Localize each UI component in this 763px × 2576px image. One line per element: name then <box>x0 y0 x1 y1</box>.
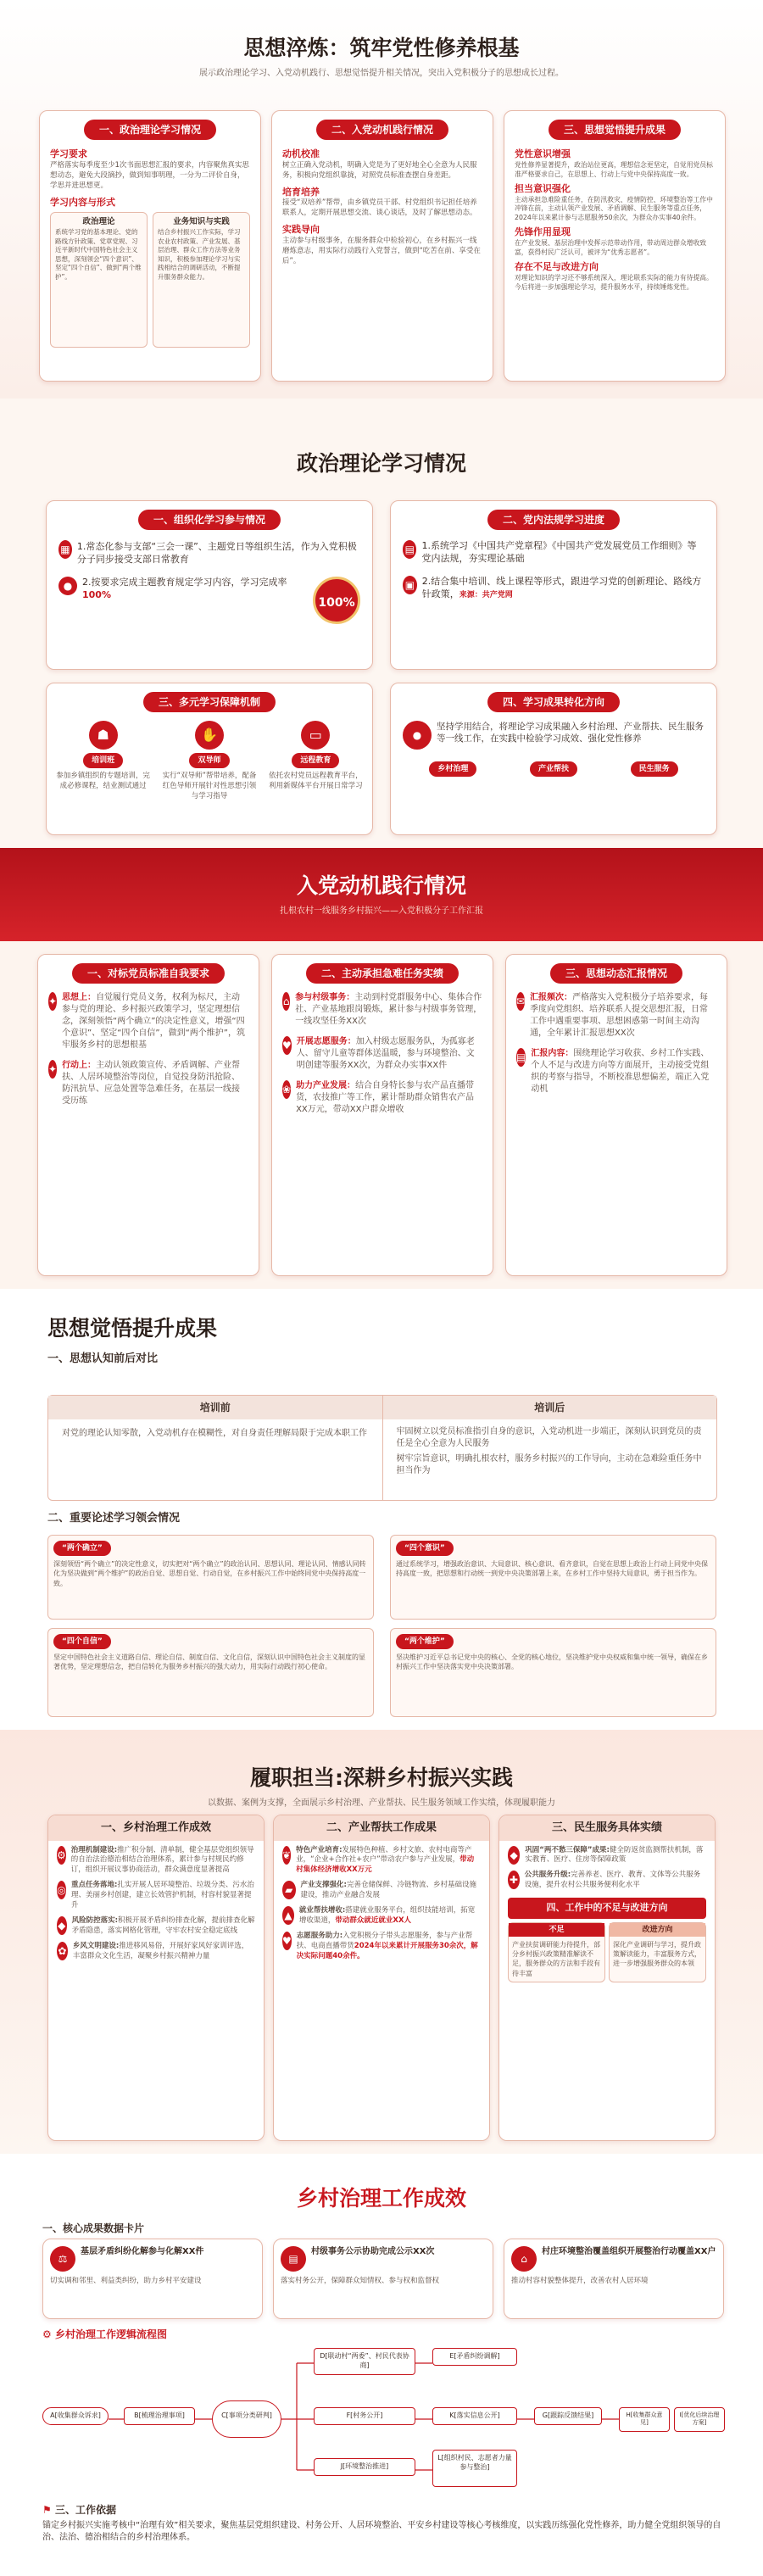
training-icon: ☗ <box>89 721 118 750</box>
training-text: 参加乡镇组织的专题培训，完成必修课程，结业测试通过 <box>56 772 150 791</box>
section4-title: 思想觉悟提升成果 <box>47 1316 218 1341</box>
law-study-source: 来源：共产党网 <box>459 590 513 599</box>
awareness-card <box>504 110 726 382</box>
motive-a-text: 树立正确入党动机，明确入党是为了更好地全心全意为人民服务，积极向党组织靠拢，对照党员标准查摆自身差距。 <box>282 160 477 180</box>
study-req-text: 严格落实每季度至少1次书面思想汇报的要求，内容聚焦真实思想动态，避免大段摘抄，做到知事明理，一分为二评价自身，学思并进思想更。 <box>50 160 249 190</box>
section6-title: 乡村治理工作成效 <box>296 2186 466 2211</box>
truck-icon: ▰ <box>282 1881 296 1899</box>
volunteer-icon: ♥ <box>282 1036 292 1055</box>
motive-b-text: 接受“双培养”帮带，由乡镇党员干部、村党组织书记担任培养联系人，定期开展思想交流、谈心谈话，及时了解思想动态。 <box>282 198 477 218</box>
industry-card-title: 二、产业帮扶工作成果 <box>326 1821 437 1834</box>
content-label: 汇报内容： <box>531 1049 574 1058</box>
law-study-i1: 1.系统学习《中国共产党章程》《中国共产党发展党员工作细则》等党内法规，夯实理论基础 <box>421 540 697 564</box>
aw-d-text: 对理论知识的学习还不够系统深入，理论联系实际的能力有待提高。今后将进一步加强理论学习，提升服务水平，持续锤炼党性。 <box>515 273 713 291</box>
kpi-1-text: 切实调和邻里、利益类纠纷，助力乡村平安建设 <box>50 2277 202 2285</box>
flow-node-f: F[村务公开] <box>314 2407 415 2425</box>
industry-text: 结合自身特长参与农产品直播带货，农技推广等工作，累计帮助群众销售农产品XX万元，带动XX户群众增收 <box>296 1081 475 1114</box>
tag-livelihood: 民生服务 <box>631 761 678 777</box>
study-req-title: 学习要求 <box>50 148 87 159</box>
law-study-i2: 2.结合集中培训、线上课程等形式，跟进学习党的创新理论、路线方针政策， <box>421 575 702 599</box>
thought-text: 自觉履行党员义务，权利为标尺，主动参与党的理论、乡村振兴政策学习，坚定理想信念，深刻领悟“两个确立”的决定性意义，增强“四个意识”、坚定“四个自信”，做到“两个维护”，筑牢服务乡村的思想根基 <box>62 993 245 1050</box>
village-text: 主动到村党群服务中心、集体合作社、产业基地跟岗锻炼，累计参与村级事务管理，一线攻坚任务XX次 <box>295 993 482 1026</box>
ind-i3-text: 搭建就业服务平台，组织技能培训，拓宽增收渠道， <box>298 1906 476 1925</box>
section3-subtitle: 扎根农村一线服务乡村振兴——入党积极分子工作汇报 <box>280 906 483 916</box>
tasks-title: 二、主动承担急难任务实绩 <box>306 963 459 984</box>
aw-b-title: 担当意识强化 <box>515 182 571 194</box>
report-icon: ▤ <box>516 1048 526 1067</box>
law-study-title: 二、党内法规学习进度 <box>487 510 620 530</box>
standard-card <box>37 954 259 1276</box>
lh-i2-label: 公共服务升级: <box>524 1871 571 1880</box>
lh-i1-label: 巩固“两不愁三保障”成果: <box>525 1845 610 1854</box>
flow-node-g: G[跟踪反馈结果] <box>534 2407 602 2425</box>
q4-text: 坚决维护习近平总书记党中央的核心、全党的核心地位，坚决维护党中央权威和集中统一领导，确保在乡村振兴工作中坚决落实党中央决策部署。 <box>396 1653 708 1671</box>
q3-title: “四个自信” <box>53 1634 111 1649</box>
flow-node-c: C[事项分类研判] <box>212 2400 281 2438</box>
after-header: 培训后 <box>383 1396 717 1419</box>
tag-governance: 乡村治理 <box>429 761 476 777</box>
notice-icon: ▤ <box>281 2246 306 2272</box>
kpi-card-2 <box>273 2239 493 2319</box>
aw-a-title: 党性意识增强 <box>515 148 571 159</box>
flow-node-b: B[梳理治理事项] <box>124 2407 195 2425</box>
governance-card <box>47 1815 265 2141</box>
org-study-i2: 2.按要求完成主题教育规定学习内容，学习完成率 <box>82 576 287 588</box>
kpi-2-title: 村级事务公示协助完成公示XX次 <box>311 2247 435 2256</box>
q2-title: “四个意识” <box>396 1541 454 1556</box>
q1-title: “两个确立” <box>53 1541 111 1556</box>
compare-heading: 一、思想认知前后对比 <box>47 1352 159 1365</box>
village-label: 参与村级事务： <box>295 993 355 1002</box>
flow-node-a: A[收集群众诉求] <box>42 2407 109 2425</box>
politics-title: 政治理论 <box>82 217 115 227</box>
transform-text: 坚持学用结合，将理论学习成果融入乡村治理、产业帮扶、民生服务等一线工作，在实践中检验学习成效、强化党性修养 <box>437 722 704 744</box>
gov-i2-text: 扎实开展人居环境整治、垃圾分类、污水治理、美丽乡村创建，建立长效管护机制，村容村貌显著提升 <box>70 1881 254 1910</box>
gov-i3-text: 积极开展矛盾纠纷排查化解，提前排查化解矛盾隐患，落实网格化管理，守牢农村安全稳定底线 <box>71 1915 255 1935</box>
flow-heading: ⚙ 乡村治理工作逻辑流程图 <box>42 2328 167 2340</box>
motive-a-title: 动机校准 <box>282 148 320 159</box>
action-label: 行动上： <box>62 1061 97 1070</box>
study-content-title: 学习内容与形式 <box>50 196 115 208</box>
gov-i4-label: 乡风文明建设: <box>72 1941 120 1950</box>
flow-node-i: I[优化后续治理方案] <box>674 2407 725 2432</box>
theory-card-title: 一、政治理论学习情况 <box>84 120 216 140</box>
shortcoming-heading: 四、工作中的不足与改进方向 <box>508 1898 706 1919</box>
business-title: 业务知识与实践 <box>173 217 230 227</box>
q4-title: “两个维护” <box>396 1634 454 1649</box>
flowchart <box>42 2345 725 2493</box>
org-study-rate: 100% <box>82 588 111 600</box>
section5-title: 履职担当:深耕乡村振兴实践 <box>250 1765 513 1790</box>
group-icon: ● <box>403 721 432 750</box>
flow-node-j: J[环境整治推进] <box>314 2458 415 2476</box>
governance-title: 一、乡村治理工作成效 <box>100 1821 211 1834</box>
section-duty <box>0 1730 763 2154</box>
shield-icon: ◆ <box>57 1916 67 1935</box>
livelihood-card <box>498 1815 716 2141</box>
motive-b-title: 培育培养 <box>282 186 320 198</box>
politics-text: 系统学习党的基本理论、党的路线方针政策、党章党规、习近平新时代中国特色社会主义思想，深刻领会“四个意识”、坚定“四个自信”、做到“两个维护”。 <box>55 228 142 281</box>
motive-c-text: 主动参与村级事务，在服务群众中检验初心，在乡村振兴一线磨炼意志，用实际行动践行入党誓言，做到“吃苦在前、享受在后”。 <box>282 237 481 265</box>
org-study-card <box>46 500 373 670</box>
shortcoming-label: 不足 <box>509 1923 604 1937</box>
law-study-card <box>390 500 717 670</box>
industry-card <box>273 1815 490 2141</box>
gov-i2-label: 重点任务落地: <box>70 1881 118 1890</box>
thought-label: 思想上： <box>62 993 97 1002</box>
motive-card-title: 二、入党动机践行情况 <box>316 120 448 140</box>
gov-i1-text: 推广积分制、清单制，健全基层党组织领导的自治法治德治相结合治理体系，累计参与村规民约修订，组织开展议事协商活动，群众满意度显著提高 <box>70 1845 254 1875</box>
section-governance <box>0 2154 763 2576</box>
improve-label: 改进方向 <box>610 1923 705 1937</box>
flow-node-l: L[组织村民、志愿者力量参与整治] <box>432 2450 517 2487</box>
discourse-heading: 二、重要论述学习领会情况 <box>47 1512 181 1525</box>
ind-i2-text: 完善仓储保鲜、冷链物流、乡村基础设施建设，推动产业融合发展 <box>300 1881 476 1900</box>
lh-i1-text: 健全防返贫监测帮扶机制，落实教育、医疗、住房等保障政策 <box>525 1845 704 1865</box>
plant-icon: ❦ <box>282 1846 291 1865</box>
aw-b-text: 主动承担急难险重任务，在防汛救灾、疫情防控、环境整治等工作中冲锋在前，主动认领产业发展、矛盾调解、民生服务等重点任务，2024年以来累计参与志愿服务50余次，为群众办实事40余件。 <box>515 195 713 222</box>
kpi-card-1 <box>42 2239 263 2319</box>
gavel-icon: ⚖ <box>50 2246 75 2272</box>
ind-i1-result: 带动村集体经济增收XX万元 <box>296 1855 475 1875</box>
thought-icon: ✦ <box>48 992 57 1011</box>
motive-card <box>271 110 493 382</box>
ind-i4-label: 志愿服务助力: <box>296 1931 343 1940</box>
org-study-i1: 1.常态化参与支部“三会一课”、主题党日等组织生活，作为入党积极分子同步接受支部日常教育 <box>76 541 357 566</box>
calendar-icon: ▦ <box>58 540 72 559</box>
flow-node-k: K[落实信息公开] <box>432 2407 517 2425</box>
completion-badge: 100% <box>313 577 360 624</box>
before-text: 对党的理论认知零散，入党动机存在模糊性，对自身责任理解局限于完成本职工作 <box>62 1429 367 1439</box>
people-icon: ● <box>58 577 77 595</box>
ind-i4-text: 入党积极分子带头志愿服务，参与产业帮扶、电商直播带货 <box>296 1931 473 1950</box>
section-thought <box>0 0 763 399</box>
volunteer-label: 开展志愿服务： <box>296 1037 356 1046</box>
tasks-card <box>271 954 493 1276</box>
kpi-card-3 <box>504 2239 724 2319</box>
livelihood-title: 三、民生服务具体实绩 <box>551 1821 662 1834</box>
guarantee-card <box>46 683 373 835</box>
ind-i1-text: 发展特色种植、乡村文旅、农村电商等产业，“企业+合作社+农户”带动农户参与产业发展， <box>296 1845 472 1865</box>
awareness-card-title: 三、思想觉悟提升成果 <box>549 120 681 140</box>
q1-card <box>47 1535 374 1620</box>
report-title: 三、思想动态汇报情况 <box>550 963 682 984</box>
industry-label: 助力产业发展： <box>296 1081 356 1090</box>
tag-remote: 远程教育 <box>292 753 339 768</box>
gov-i1-label: 治理机制建设: <box>70 1845 118 1854</box>
motive-c-title: 实践导向 <box>282 224 320 236</box>
house-icon: ⌂ <box>511 2246 537 2272</box>
flow-node-h: H[收集群众意见] <box>619 2407 670 2432</box>
after-text-1: 牢固树立以党员标准指引自身的意识，入党动机进一步端正，深刻认识到党员的责任是全心全意为人民服务 <box>396 1427 702 1449</box>
after-text-2: 树牢宗旨意识，明确扎根农村，服务乡村振兴的工作导向，主动在急难险重任务中担当作为 <box>396 1454 702 1476</box>
document-icon: ▣ <box>403 576 417 594</box>
shortcoming-text: 产业扶贫调研能力待提升，部分乡村振兴政策精准解读不足，服务群众的方法和手段有待丰富 <box>512 1941 600 1977</box>
flag-icon: ⚑ <box>42 2504 55 2516</box>
content-text: 围绕理论学习收获、乡村工作实践、个人不足与改进方向等方面展开，主动接受党组织的考察与指导，不断校准思想偏差，端正入党动机 <box>531 1049 710 1094</box>
guarantee-title: 三、多元学习保障机制 <box>143 692 276 712</box>
ind-i3-label: 就业帮扶增收: <box>298 1906 346 1915</box>
section1-subtitle: 展示政治理论学习、入党动机践行、思想觉悟提升相关情况，突出入党积极分子的思想成长过程。 <box>199 68 564 78</box>
business-text: 结合乡村振兴工作实际，学习农业农村政策、产业发展、基层治理、群众工作方法等业务知识，积极参加理论学习与实践相结合的调研活动，不断提升服务群众能力。 <box>158 228 241 281</box>
aw-c-text: 在产业发展、基层治理中发挥示范带动作用，带动周边群众增收致富，获得村民广泛认可，被评为“优秀志愿者”。 <box>515 239 707 256</box>
tag-training: 培训班 <box>83 753 123 768</box>
job-icon: ▲ <box>282 1906 294 1925</box>
section-motive <box>0 848 763 1289</box>
kpi-3-title: 村庄环境整治覆盖组织开展整治行动覆盖XX户 <box>542 2247 716 2256</box>
kpi-3-text: 推动村容村貌整体提升，改善农村人居环境 <box>511 2277 649 2285</box>
section5-subtitle: 以数据、案例为支撑，全面展示乡村治理、产业帮扶、民生服务领域工作实绩，体现履职能力 <box>208 1798 555 1808</box>
report-card <box>505 954 727 1276</box>
flow-node-d: D[联动村“两委”、村民代表协商] <box>314 2348 415 2375</box>
aw-a-text: 党性修养显著提升，政治站位更高，理想信念更坚定，自觉用党员标准严格要求自己，在思想上、行动上与党中央保持高度一致。 <box>515 160 713 178</box>
basis-text: 锚定乡村振兴实施考核中“治理有效”相关要求，聚焦基层党组织建设、村务公开、人居环境整治、平安乡村建设等核心考核维度，以实践历练强化党性修养，助力健全党组织领导的自治、法治、德治相结合的乡村治理体系。 <box>42 2521 721 2542</box>
theory-card <box>39 110 261 382</box>
village-icon: ⌂ <box>282 992 290 1011</box>
ind-i4-result: 2024年以来累计开展服务30余次，解决实际问题40余件。 <box>296 1941 478 1960</box>
target-icon: ◎ <box>57 1881 66 1899</box>
q3-card <box>47 1628 374 1717</box>
aw-c-title: 先锋作用显现 <box>515 226 571 238</box>
flow-gear-icon: ⚙ <box>42 2328 55 2340</box>
industry-icon: ❀ <box>282 1080 291 1099</box>
transform-card <box>390 683 717 835</box>
q2-card <box>390 1535 716 1620</box>
freq-text: 严格落实入党积极分子培养要求，每季度向党组织、培养联系人提交思想汇报，日常工作中遇重要事项、思想困惑第一时间主动沟通，全年累计汇报思想XX次 <box>530 993 709 1038</box>
section2-title: 政治理论学习情况 <box>296 451 466 476</box>
mechanism-icon: ⚙ <box>57 1846 66 1865</box>
mentor-text: 实行“双导师”帮带培养，配备红色导师开展针对性思想引领与学习指导 <box>162 772 257 800</box>
gov-i3-label: 风险防控落实: <box>71 1915 118 1925</box>
kpi-2-text: 落实村务公开，保障群众知情权、参与权和监督权 <box>281 2277 440 2285</box>
lh-i2-text: 完善养老、医疗、教育、文体等公共服务设施，提升农村公共服务便利化水平 <box>524 1871 701 1890</box>
freq-label: 汇报频次： <box>530 993 573 1002</box>
q1-text: 深刻领悟“两个确立”的决定性意义，切实把对“两个确立”的政治认同、思想认同、理论认同、情感认同转化为坚决做到“两个维护”的政治自觉、思想自觉、行动自觉，在乡村振兴工作中始终同党中央保持高度一致。 <box>53 1560 366 1587</box>
kpi-1-title: 基层矛盾纠纷化解参与化解XX件 <box>81 2247 204 2256</box>
improve-text: 深化产业调研与学习，提升政策解读能力，丰富服务方式，进一步增强服务群众的本领 <box>613 1941 701 1968</box>
service-icon: ✚ <box>508 1871 520 1889</box>
basis-heading: ⚑ 三、工作依据 <box>42 2504 116 2516</box>
q4-card <box>390 1628 716 1717</box>
before-header: 培训前 <box>48 1396 382 1419</box>
book-icon: ▤ <box>403 540 416 559</box>
q3-text: 坚定中国特色社会主义道路自信、理论自信、制度自信、文化自信，深刻认识中国特色社会主义制度的显著优势，坚定理想信念，把自信转化为服务乡村振兴的强大动力，用实际行动践行初心使命。 <box>53 1653 365 1671</box>
ind-i1-label: 特色产业培育: <box>296 1845 343 1854</box>
ind-i3-result: 带动群众就近就业XX人 <box>335 1915 411 1925</box>
standard-title: 一、对标党员标准自我要求 <box>72 963 225 984</box>
kpi-heading: 一、核心成果数据卡片 <box>42 2222 145 2234</box>
section-awareness <box>0 1289 763 1730</box>
action-text: 主动认领政策宣传、矛盾调解、产业帮扶、人居环境整治等岗位，自觉投身防汛抢险、防汛抗旱、应急处置等急难任务，在基层一线接受历练 <box>62 1061 241 1106</box>
org-study-title: 一、组织化学习参与情况 <box>138 510 281 530</box>
tag-industry: 产业帮扶 <box>530 761 577 777</box>
heart-icon: ♥ <box>282 1932 292 1950</box>
volunteer-text: 加入村级志愿服务队，为孤寡老人、留守儿童等群体送温暖，参与环境整治、文明创建等服务XX次，为群众办实事XX件 <box>296 1037 475 1070</box>
action-icon: ✦ <box>48 1060 57 1079</box>
aw-d-title: 存在不足与改进方向 <box>515 260 599 272</box>
transform-title: 四、学习成果转化方向 <box>487 692 620 712</box>
handshake-icon: ✋ <box>195 721 224 750</box>
security-icon: ◆ <box>508 1846 520 1865</box>
tag-mentor: 双导师 <box>189 753 229 768</box>
remote-text: 依托农村党员远程教育平台，利用新媒体平台开展日常学习 <box>269 772 363 791</box>
monitor-icon: ▭ <box>301 721 330 750</box>
section3-title: 入党动机践行情况 <box>296 873 466 898</box>
section1-title: 思想淬炼：筑牢党性修养根基 <box>243 36 520 60</box>
flow-node-e: E[矛盾纠纷调解] <box>432 2348 517 2366</box>
ind-i2-label: 产业支撑强化: <box>300 1881 347 1890</box>
gov-i4-text: 推进移风易俗，开展好家风好家训评选，丰富群众文化生活，凝聚乡村振兴精神力量 <box>72 1941 249 1960</box>
section-theory <box>0 399 763 848</box>
mail-icon: ✉ <box>516 992 525 1011</box>
culture-icon: ✿ <box>57 1942 68 1960</box>
q2-text: 通过系统学习，增强政治意识、大局意识、核心意识、看齐意识，自觉在思想上政治上行动上同党中央保持高度一致，把思想和行动统一到党中央决策部署上来，在乡村工作中坚持大局意识，勇于担当作为。 <box>396 1560 708 1578</box>
